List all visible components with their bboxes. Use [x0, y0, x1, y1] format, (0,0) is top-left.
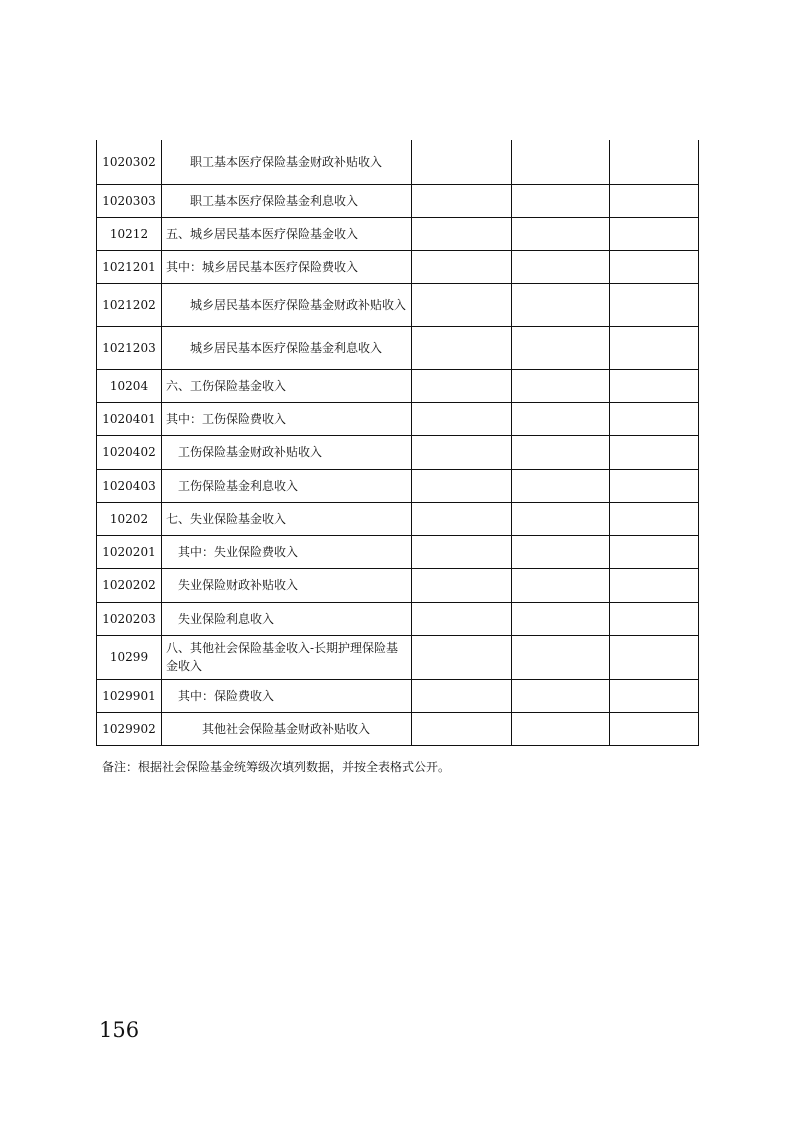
value-cell: [412, 568, 512, 602]
row-name: 失业保险利息收入: [178, 611, 275, 626]
value-cell: [512, 402, 610, 435]
row-name-cell: [162, 184, 412, 217]
row-name-cell: [162, 326, 412, 369]
value-cell: [512, 326, 610, 369]
value-cell: [512, 679, 610, 712]
table-body: [97, 140, 699, 745]
value-cell: [610, 402, 699, 435]
table-row: [97, 602, 699, 635]
value-cell: [412, 283, 512, 326]
row-name: 其中：工伤保险费收入: [166, 411, 287, 426]
row-name-cell: [162, 502, 412, 535]
value-cell: [412, 502, 512, 535]
row-code: 1020403: [97, 469, 162, 502]
row-name: 工伤保险基金财政补贴收入: [178, 445, 323, 459]
value-cell: [412, 402, 512, 435]
value-cell: [412, 369, 512, 402]
value-cell: [610, 140, 699, 184]
value-cell: [412, 469, 512, 502]
row-code: 1029902: [97, 712, 162, 745]
row-code: 1020201: [97, 535, 162, 568]
value-cell: [610, 184, 699, 217]
value-cell: [610, 502, 699, 535]
row-code: 1020202: [97, 568, 162, 602]
row-name: 职工基本医疗保险基金财政补贴收入: [190, 154, 383, 169]
table-row: [97, 250, 699, 283]
row-name-cell: [162, 402, 412, 435]
value-cell: [512, 140, 610, 184]
value-cell: [512, 502, 610, 535]
row-name: 失业保险财政补贴收入: [178, 578, 299, 592]
row-code: 10202: [97, 502, 162, 535]
row-code: 10204: [97, 369, 162, 402]
value-cell: [412, 635, 512, 679]
table-note: 备注：根据社会保险基金统筹级次填列数据，并按全表格式公开。: [102, 760, 451, 774]
value-cell: [610, 602, 699, 635]
value-cell: [412, 326, 512, 369]
table-row: [97, 435, 699, 469]
value-cell: [512, 635, 610, 679]
table-row: [97, 140, 699, 184]
row-name-cell: [162, 140, 412, 184]
value-cell: [512, 184, 610, 217]
value-cell: [610, 326, 699, 369]
table-row: [97, 326, 699, 369]
table-row: [97, 469, 699, 502]
row-code: 1020402: [97, 435, 162, 469]
row-name: 其中：失业保险费收入: [178, 544, 299, 559]
value-cell: [610, 250, 699, 283]
table-row: [97, 568, 699, 602]
value-cell: [610, 283, 699, 326]
value-cell: [610, 217, 699, 250]
row-code: 1020303: [97, 184, 162, 217]
row-name-cell: [162, 435, 412, 469]
row-name: 七、失业保险基金收入: [166, 511, 287, 526]
row-name-cell: [162, 535, 412, 568]
table-row: [97, 502, 699, 535]
row-code: 10299: [97, 635, 162, 679]
value-cell: [512, 568, 610, 602]
value-cell: [512, 250, 610, 283]
table-row: [97, 635, 699, 679]
fund-income-table: [96, 140, 699, 746]
value-cell: [610, 635, 699, 679]
table-row: [97, 402, 699, 435]
row-name-cell: [162, 283, 412, 326]
table-row: [97, 369, 699, 402]
value-cell: [610, 469, 699, 502]
value-cell: [512, 435, 610, 469]
value-cell: [512, 712, 610, 745]
value-cell: [610, 568, 699, 602]
row-code: 1020302: [97, 140, 162, 184]
table-row: [97, 184, 699, 217]
row-code: 1020203: [97, 602, 162, 635]
value-cell: [412, 184, 512, 217]
row-name-cell: [162, 568, 412, 602]
row-name: 五、城乡居民基本医疗保险基金收入: [166, 226, 359, 241]
row-name: 工伤保险基金利息收入: [178, 478, 299, 493]
row-name: 城乡居民基本医疗保险基金利息收入: [190, 340, 383, 355]
row-code: 1021201: [97, 250, 162, 283]
value-cell: [610, 369, 699, 402]
row-name: 其中：保险费收入: [178, 688, 275, 703]
value-cell: [412, 250, 512, 283]
row-name-cell: [162, 712, 412, 745]
row-code: 1021202: [97, 283, 162, 326]
value-cell: [610, 679, 699, 712]
value-cell: [412, 217, 512, 250]
row-code: 1020401: [97, 402, 162, 435]
value-cell: [412, 535, 512, 568]
value-cell: [512, 602, 610, 635]
page-number: 156: [99, 1018, 140, 1042]
table-row: [97, 217, 699, 250]
value-cell: [412, 712, 512, 745]
row-code: 10212: [97, 217, 162, 250]
row-name-cell: [162, 217, 412, 250]
row-name-cell: [162, 635, 412, 679]
row-name-cell: [162, 679, 412, 712]
table-row: [97, 535, 699, 568]
row-name: 八、其他社会保险基金收入-长期护理保险基金收入: [166, 641, 399, 673]
value-cell: [512, 535, 610, 568]
value-cell: [512, 469, 610, 502]
value-cell: [512, 369, 610, 402]
value-cell: [412, 140, 512, 184]
value-cell: [412, 602, 512, 635]
value-cell: [610, 712, 699, 745]
table-row: [97, 712, 699, 745]
table-row: [97, 679, 699, 712]
row-name: 六、工伤保险基金收入: [166, 378, 287, 393]
value-cell: [512, 283, 610, 326]
value-cell: [412, 679, 512, 712]
row-name: 职工基本医疗保险基金利息收入: [190, 193, 359, 208]
row-name: 其他社会保险基金财政补贴收入: [202, 721, 371, 736]
row-name: 城乡居民基本医疗保险基金财政补贴收入: [190, 297, 407, 312]
row-name: 其中：城乡居民基本医疗保险费收入: [166, 259, 359, 274]
table-row: [97, 283, 699, 326]
row-name-cell: [162, 469, 412, 502]
row-name-cell: [162, 369, 412, 402]
value-cell: [512, 217, 610, 250]
row-code: 1021203: [97, 326, 162, 369]
value-cell: [610, 535, 699, 568]
row-code: 1029901: [97, 679, 162, 712]
row-name-cell: [162, 602, 412, 635]
row-name-cell: [162, 250, 412, 283]
value-cell: [610, 435, 699, 469]
value-cell: [412, 435, 512, 469]
